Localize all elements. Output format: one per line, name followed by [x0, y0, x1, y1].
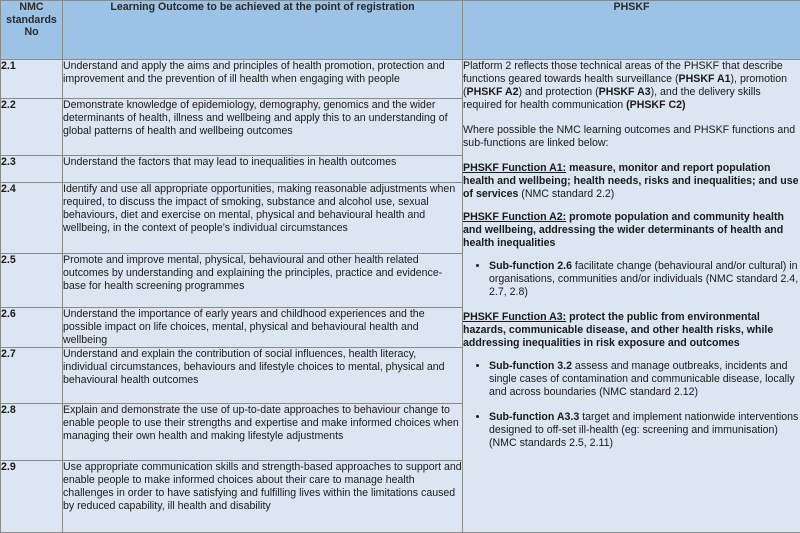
header-row [1, 1, 800, 60]
standard-number: 2.9 [1, 461, 63, 533]
standard-number: 2.7 [1, 348, 63, 404]
standard-number: 2.2 [1, 99, 63, 156]
table-row [1, 60, 800, 99]
subfunction-2-6: • Sub-function 2.6 facilitate change (behavioural and/or cultural) in organisations, communities and/or individuals (NMC standard 2.4, 2.7, 2.8) [489, 260, 800, 299]
learning-outcome: Explain and demonstrate the use of up-to-date approaches to behaviour change to enable people to use their strengths and expertise and make informed choices when managing their own health and making lifestyle adjustments [63, 404, 463, 461]
subfunction-a3-3: • Sub-function A3.3 target and implement nationwide interventions designed to off-set ill-health (eg: screening and immunisation) (NMC standards 2.5, 2.11) [489, 411, 800, 450]
standard-number: 2.3 [1, 156, 63, 183]
subfunction-3-2: • Sub-function 3.2 assess and manage outbreaks, incidents and single cases of contamination and communicable disease, locally and across boundaries (NMC standard 2.12) [489, 360, 800, 399]
learning-outcome: Understand the importance of early years and childhood experiences and the possible impact on life choices, mental, physical and behavioural health and wellbeing [63, 308, 463, 348]
standard-number: 2.8 [1, 404, 63, 461]
phskf-intro: Platform 2 reflects those technical areas of the PHSKF that describe functions geared towards health surveillance (PHSKF A1), promotion (PHSKF A2) and protection (PHSKF A3), and the delivery skills required for health communication (PHSKF C2) [463, 60, 800, 112]
phskf-cell [463, 60, 800, 533]
phskf-function-a1: PHSKF Function A1: measure, monitor and report population health and wellbeing; health needs, risks and inequalities; and use of services (NMC standard 2.2) [463, 162, 800, 201]
phskf-function-a3: PHSKF Function A3: protect the public from environmental hazards, communicable disease, and other health risks, while addressing inequalities in risk exposure and outcomes [463, 311, 800, 350]
phskf-a3-subfunctions [463, 360, 800, 450]
learning-outcome: Promote and improve mental, physical, behavioural and other health related outcomes by understanding and explaining the principles, practice and evidence-base for health screening programmes [63, 254, 463, 308]
learning-outcome: Demonstrate knowledge of epidemiology, demography, genomics and the wider determinants of health, illness and wellbeing and apply this to an understanding of global patterns of health and wellbeing outcomes [63, 99, 463, 156]
header-phskf: PHSKF [463, 1, 800, 60]
standard-number: 2.4 [1, 183, 63, 254]
learning-outcome: Understand and apply the aims and principles of health promotion, protection and improvement and the prevention of ill health when engaging with people [63, 60, 463, 99]
learning-outcome: Identify and use all appropriate opportunities, making reasonable adjustments when required, to discuss the impact of smoking, substance and alcohol use, sexual behaviours, diet and exercise on mental, physical and behavioural health and wellbeing, in the context of people’s individual circumstances [63, 183, 463, 254]
header-learning-outcome: Learning Outcome to be achieved at the point of registration [63, 1, 463, 60]
learning-outcome: Understand and explain the contribution of social influences, health literacy, individual circumstances, behaviours and lifestyle choices to mental, physical and behavioural health outcomes [63, 348, 463, 404]
phskf-a2-subfunctions [463, 260, 800, 299]
learning-outcome: Understand the factors that may lead to inequalities in health outcomes [63, 156, 463, 183]
standard-number: 2.5 [1, 254, 63, 308]
standard-number: 2.1 [1, 60, 63, 99]
phskf-function-a2: PHSKF Function A2: promote population and community health and wellbeing, addressing the wider determinants of health and health inequalities [463, 211, 800, 250]
learning-outcome: Use appropriate communication skills and strength-based approaches to support and enable people to make informed choices about their care to manage health challenges in order to have satisfying and fulfilling lives within the limitations caused by reduced capability, ill health and disability [63, 461, 463, 533]
standard-number: 2.6 [1, 308, 63, 348]
phskf-linked-note: Where possible the NMC learning outcomes and PHSKF functions and sub-functions are linked below: [463, 124, 800, 150]
header-standards-no: NMC standards No [1, 1, 63, 60]
